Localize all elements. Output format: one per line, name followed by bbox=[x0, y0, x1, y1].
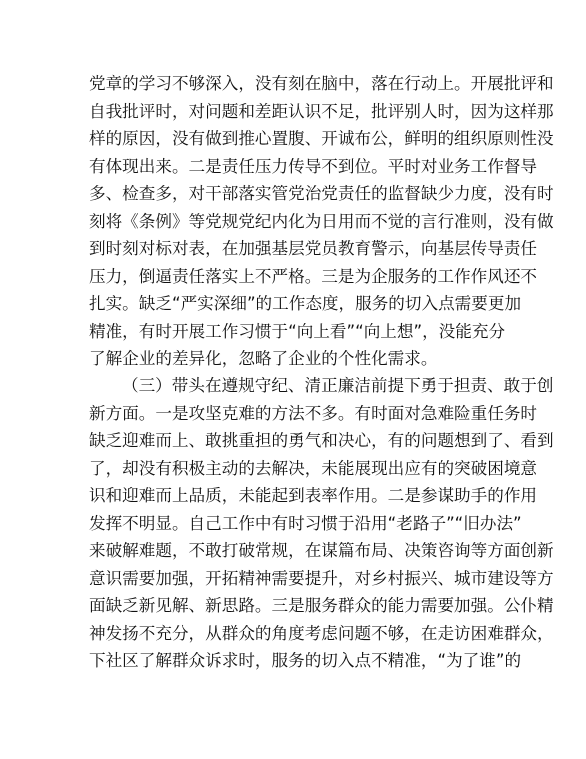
text-line: 有体现出来。二是责任压力传导不到位。平时对业务工作督导 bbox=[89, 156, 538, 176]
text-line: 样的原因，没有做到推心置腹、开诚布公，鲜明的组织原则性没 bbox=[89, 129, 554, 148]
text-line: 自我批评时，对问题和差距认识不足，批评别人时，因为这样那 bbox=[89, 101, 554, 121]
text-line: 精准，有时开展工作习惯于“向上看”“向上想”，没能充分 bbox=[89, 321, 506, 341]
text-line: 缺乏迎难而上、敢挑重担的勇气和决心，有的问题想到了、看到 bbox=[89, 431, 554, 450]
text-line: 了，却没有积极主动的去解决，未能展现出应有的突破困境意 bbox=[89, 458, 538, 478]
text-line: 下社区了解群众诉求时，服务的切入点不精准，“为了谁”的 bbox=[89, 651, 522, 670]
text-line: 扎实。缺乏“严实深细”的工作态度，服务的切入点需要更加 bbox=[89, 294, 522, 313]
paragraph-1 bbox=[89, 70, 554, 373]
text-line: （三）带头在遵规守纪、清正廉洁前提下勇于担责、敢于创 bbox=[122, 376, 554, 395]
text-line: 新方面。一是攻坚克难的方法不多。有时面对急难险重任务时 bbox=[89, 403, 538, 423]
text-line: 刻将《条例》等党规党纪内化为日用而不觉的言行准则，没有做 bbox=[89, 211, 554, 231]
text-line: 来破解难题，不敢打破常规，在谋篇布局、决策咨询等方面创新 bbox=[89, 541, 554, 560]
paragraph-2 bbox=[89, 372, 554, 675]
text-line: 压力，倒逼责任落实上不严格。三是为企服务的工作作风还不 bbox=[89, 266, 538, 286]
text-line: 意识需要加强，开拓精神需要提升，对乡村振兴、城市建设等方 bbox=[89, 568, 554, 588]
text-line: 发挥不明显。自己工作中有时习惯于沿用“老路子”“旧办法” bbox=[89, 513, 522, 533]
text-line: 识和迎难而上品质，未能起到表率作用。二是参谋助手的作用 bbox=[89, 486, 538, 505]
text-line: 到时刻对标对表，在加强基层党员教育警示，向基层传导责任 bbox=[89, 239, 538, 258]
text-line: 神发扬不充分，从群众的角度考虑问题不够，在走访困难群众， bbox=[89, 623, 554, 643]
text-line: 面缺乏新见解、新思路。三是服务群众的能力需要加强。公仆精 bbox=[89, 596, 554, 615]
text-line: 党章的学习不够深入，没有刻在脑中，落在行动上。开展批评和 bbox=[89, 74, 554, 93]
text-line: 了解企业的差异化，忽略了企业的个性化需求。 bbox=[89, 349, 438, 368]
text-line: 多、检查多，对干部落实管党治党责任的监督缺少力度，没有时 bbox=[89, 184, 554, 203]
